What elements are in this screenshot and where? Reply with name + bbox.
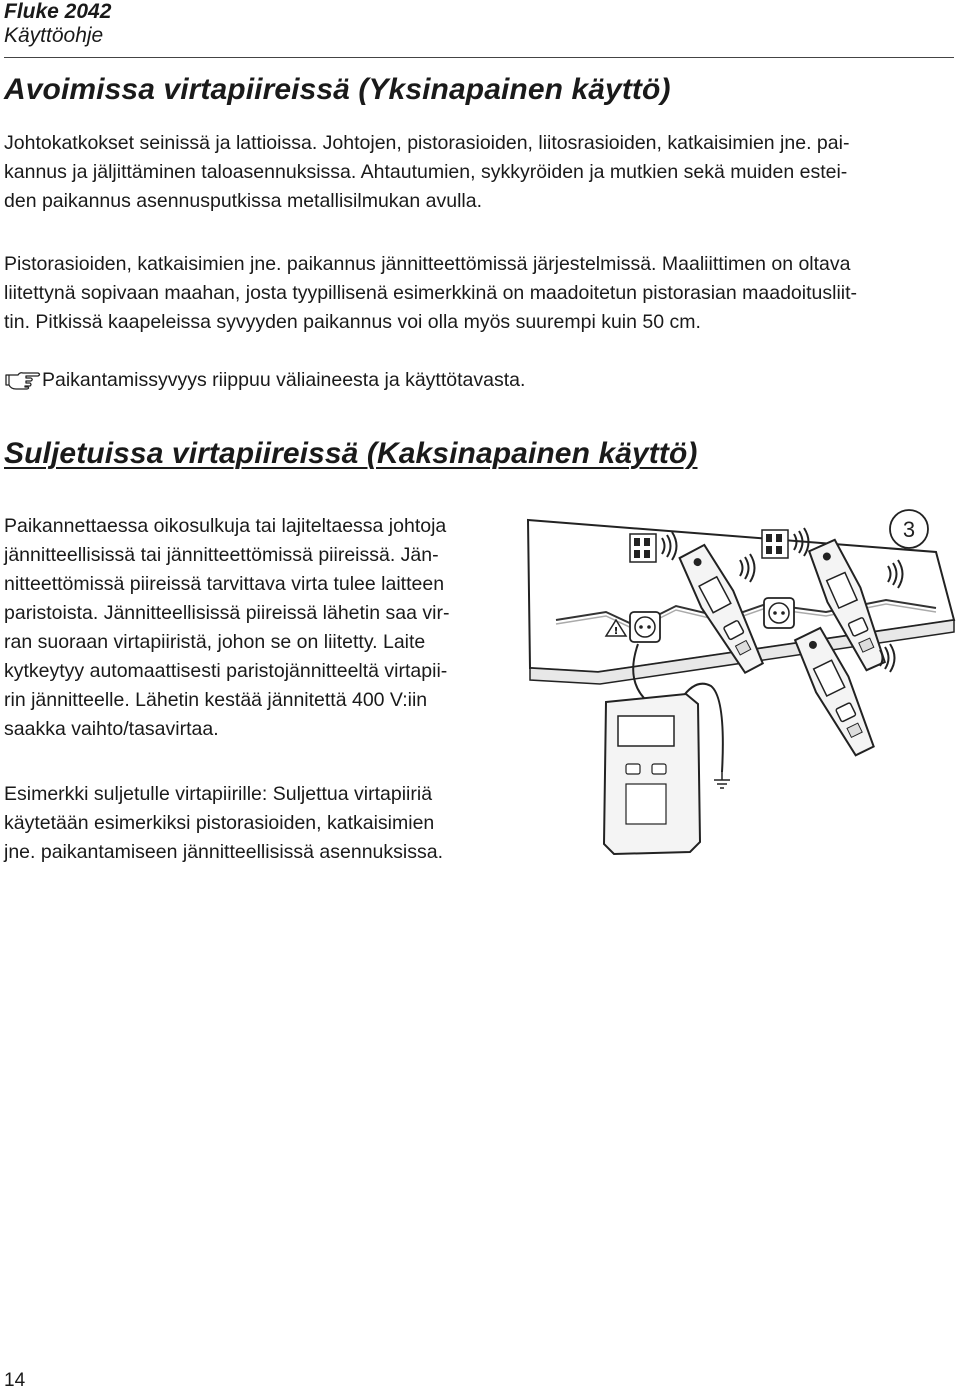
text-line: kytkeytyy automaattisesti paristojännitteeltä virtapii- [4, 660, 448, 682]
text-line: saakka vaihto/tasavirtaa. [4, 718, 219, 740]
text-line: Esimerkki suljetulle virtapiirille: Suljettua virtapiiriä [4, 783, 433, 805]
header-product-name: Fluke 2042 [4, 0, 112, 23]
text-line: Pistorasioiden, katkaisimien jne. paikannus jännitteettömissä järjestelmissä. Maaliittimen on oltava [4, 253, 851, 275]
open-circuits-paragraph-1 [4, 129, 956, 216]
text-line: rin jännitteelle. Lähetin kestää jännitettä 400 V:iin [4, 689, 428, 711]
figure-number-label: 3 [902, 517, 916, 542]
pointing-hand-icon [4, 366, 42, 390]
text-line: käytetään esimerkiksi pistorasioiden, katkaisimien [4, 812, 435, 834]
text-line: ran suoraan virtapiiristä, johon se on liitetty. Laite [4, 631, 426, 653]
text-line: nitteettömissä piireissä tarvittava virta tulee laitteen [4, 573, 445, 595]
svg-text:!: ! [613, 626, 619, 637]
section-title-open-circuits: Avoimissa virtapiireissä (Yksinapainen käyttö) [4, 73, 671, 106]
closed-circuits-paragraph-2 [4, 780, 509, 867]
page-number: 14 [4, 1370, 26, 1391]
note [4, 366, 525, 395]
socket-icon-left [630, 612, 660, 642]
closed-circuits-paragraph-1 [4, 512, 509, 744]
text-line: jännitteellisissä tai jännitteettömissä piireissä. Jän- [4, 544, 439, 566]
text-line: Johtokatkokset seinissä ja lattioissa. Johtojen, pistorasioiden, liitosrasioiden, katkaisimien jne. pai- [4, 132, 850, 154]
text-line: jne. paikantamiseen jännitteellisissä asennuksissa. [4, 841, 443, 863]
note-text: Paikantamissyvyys riippuu väliaineesta ja käyttötavasta. [42, 369, 526, 391]
header-divider [4, 57, 954, 58]
header-document-type: Käyttöohje [4, 24, 104, 47]
text-line: liitettynä sopivaan maahan, josta tyypillisenä esimerkkinä on maadoitetun pistorasian maadoitusliit- [4, 282, 858, 304]
figure-number-badge [890, 510, 928, 548]
open-circuits-paragraph-2 [4, 250, 956, 337]
closed-circuit-illustration [526, 508, 958, 860]
text-line: Paikannettaessa oikosulkuja tai lajiteltaessa johtoja [4, 515, 447, 537]
socket-icon-right [764, 598, 794, 628]
transmitter-device [604, 694, 700, 854]
text-line: kannus ja jäljittäminen taloasennuksissa. Ahtautumien, sykkyröiden ja mutkien sekä muiden estei- [4, 161, 848, 183]
ground-icon [714, 772, 730, 788]
text-line: paristoista. Jännitteellisissä piireissä lähetin saa vir- [4, 602, 450, 624]
text-line: den paikannus asennusputkissa metallisilmukan avulla. [4, 190, 483, 212]
text-line: tin. Pitkissä kaapeleissa syvyyden paikannus voi olla myös suurempi kuin 50 cm. [4, 311, 701, 333]
section-title-closed-circuits: Suljetuissa virtapiireissä (Kaksinapainen käyttö) [4, 437, 698, 470]
